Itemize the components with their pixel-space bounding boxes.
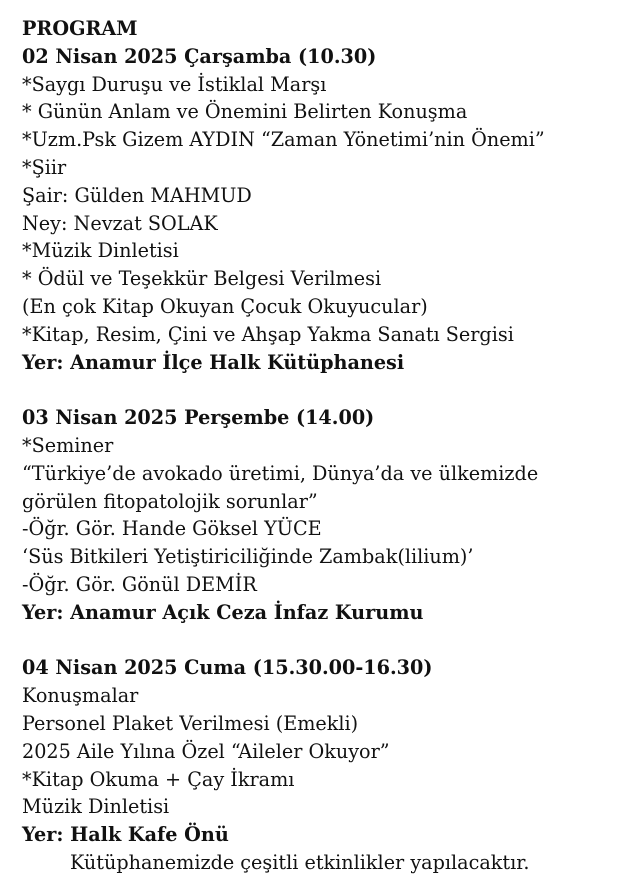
program-item: -Öğr. Gör. Hande Göksel YÜCE (22, 517, 322, 541)
page-title: PROGRAM (22, 17, 138, 40)
location-label: Yer: Anamur İlçe Halk Kütüphanesi (22, 350, 405, 374)
program-document (22, 15, 627, 877)
day-heading: 03 Nisan 2025 Perşembe (14.00) (22, 406, 375, 430)
day-section-2 (22, 404, 627, 626)
program-item: *Kitap Okuma + Çay İkramı (22, 767, 295, 791)
program-item: Müzik Dinletisi (22, 795, 170, 819)
program-item: görülen fitopatolojik sorunlar” (22, 489, 318, 513)
program-item: (En çok Kitap Okuyan Çocuk Okuyucular) (22, 294, 428, 318)
program-item: * Ödül ve Teşekkür Belgesi Verilmesi (22, 267, 382, 291)
program-item: ‘Süs Bitkileri Yetiştiriciliğinde Zambak(lilium)’ (22, 545, 474, 569)
program-item: *Kitap, Resim, Çini ve Ahşap Yakma Sanatı Sergisi (22, 322, 514, 346)
day-section-3 (22, 654, 627, 849)
day-heading: 04 Nisan 2025 Cuma (15.30.00-16.30) (22, 656, 433, 680)
program-item: *Müzik Dinletisi (22, 239, 179, 263)
day-section-1 (22, 43, 627, 377)
program-item: *Saygı Duruşu ve İstiklal Marşı (22, 72, 327, 96)
program-item: * Günün Anlam ve Önemini Belirten Konuşma (22, 100, 468, 124)
section-spacer (22, 627, 627, 655)
program-item: -Öğr. Gör. Gönül DEMİR (22, 572, 257, 596)
program-item: Şair: Gülden MAHMUD (22, 183, 252, 207)
location-label: Yer: Anamur Açık Ceza İnfaz Kurumu (22, 600, 424, 624)
program-item: *Seminer (22, 433, 114, 457)
program-item: “Türkiye’de avokado üretimi, Dünya’da ve ülkemizde (22, 461, 539, 485)
section-spacer (22, 376, 627, 404)
program-item: Personel Plaket Verilmesi (Emekli) (22, 711, 359, 735)
footer-note: Kütüphanemizde çeşitli etkinlikler yapılacaktır. (70, 850, 530, 874)
program-item: Konuşmalar (22, 684, 139, 708)
location-label: Yer: Halk Kafe Önü (22, 823, 229, 847)
program-item: *Şiir (22, 155, 67, 179)
program-item: 2025 Aile Yılına Özel “Aileler Okuyor” (22, 739, 390, 763)
program-item: *Uzm.Psk Gizem AYDIN “Zaman Yönetimi’nin Önemi” (22, 128, 545, 152)
program-item: Ney: Nevzat SOLAK (22, 211, 218, 235)
day-heading: 02 Nisan 2025 Çarşamba (10.30) (22, 44, 377, 68)
